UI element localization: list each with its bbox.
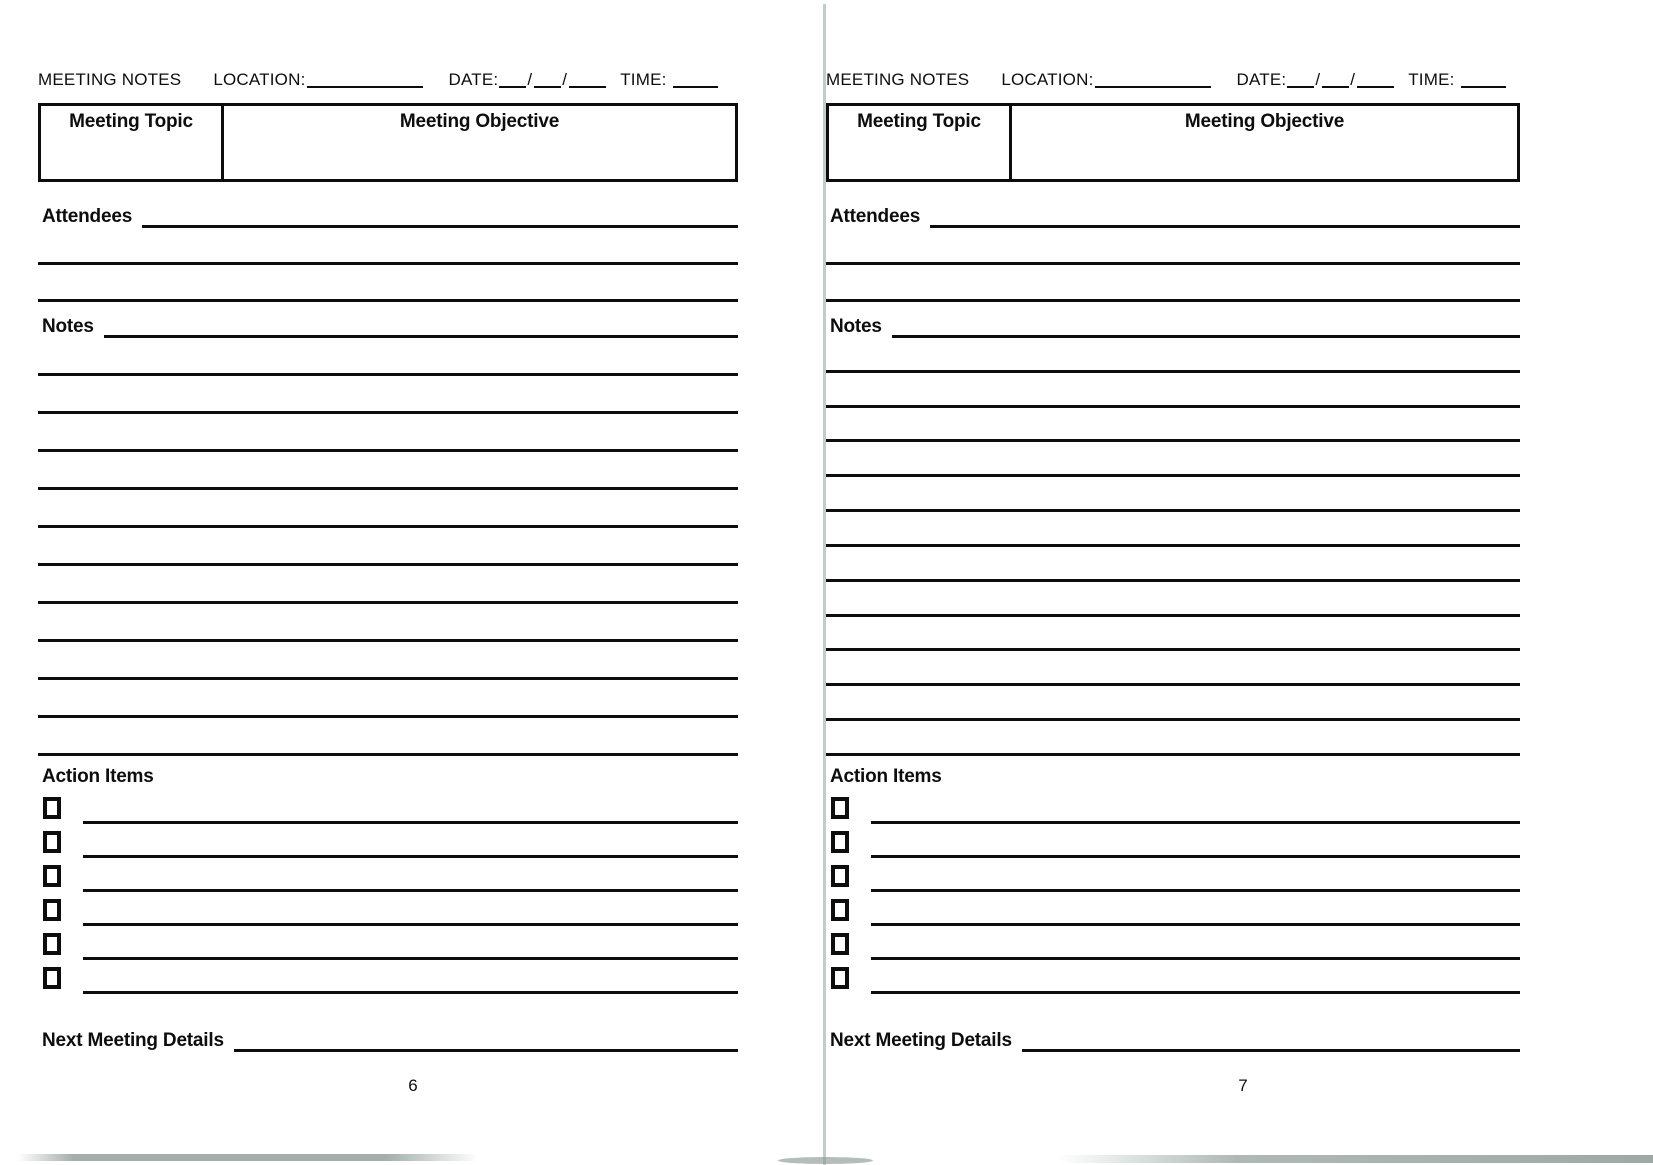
location-field [213,70,422,90]
action-item-row [826,790,1520,824]
page-number: 6 [408,1076,418,1095]
ruled-line [38,265,738,302]
ruled-line [38,680,738,718]
ruled-line [38,452,738,490]
action-item-row [826,858,1520,892]
ruled-line [826,442,1520,477]
action-item-blank-line [83,854,738,858]
ruled-line [826,686,1520,721]
ruled-line [38,642,738,680]
date-month-blank-line [499,84,526,88]
location-blank-line [307,84,423,88]
notes-ruled-lines [38,338,738,756]
meeting-topic-label: Meeting Topic [857,111,981,132]
date-label: DATE: [1236,70,1287,89]
action-item-row [38,960,738,994]
action-item-row [826,824,1520,858]
next-meeting-details-label: Next Meeting Details [830,1030,1012,1051]
attendees-label: Attendees [42,206,133,227]
date-day-blank-line [534,84,561,88]
checkbox-icon [831,967,849,989]
time-label: TIME: [620,70,667,89]
attendees-label: Attendees [830,206,921,227]
notes-label: Notes [830,316,882,337]
ruled-line [38,376,738,414]
ruled-line [38,338,738,376]
time-blank-line [1461,84,1506,88]
action-items-section-header [38,762,738,788]
checkbox-icon [831,865,849,887]
ruled-line [826,512,1520,547]
checkbox-icon [43,865,61,887]
action-item-row [38,790,738,824]
page-number: 7 [1238,1076,1248,1095]
checkbox-icon [831,933,849,955]
date-year-blank-line [1357,84,1394,88]
ruled-line [38,528,738,566]
ruled-line [826,373,1520,408]
action-item-blank-line [871,990,1520,994]
notes-label: Notes [42,316,94,337]
checkbox-icon [43,933,61,955]
ruled-line [826,265,1520,302]
meeting-objective-cell [1012,106,1517,179]
time-field [1408,70,1505,90]
date-field [449,70,607,90]
date-day-blank-line [1322,84,1349,88]
action-item-blank-line [871,922,1520,926]
meeting-topic-cell [829,106,1012,179]
date-month-blank-line [1287,84,1314,88]
next-meeting-details-label: Next Meeting Details [42,1030,224,1051]
action-item-blank-line [871,888,1520,892]
ruled-line [826,408,1520,443]
attendees-ruled-lines [38,228,738,302]
date-label: DATE: [448,70,499,89]
date-slash: / [1315,70,1321,89]
time-label: TIME: [1408,70,1455,89]
ruled-line [826,547,1520,582]
attendees-blank-line [142,224,738,228]
ruled-line [826,651,1520,686]
action-items-label: Action Items [42,766,154,787]
attendees-blank-line [930,224,1520,228]
attendees-section-header [38,204,738,228]
action-item-blank-line [871,956,1520,960]
ruled-line [826,617,1520,652]
action-item-blank-line [83,956,738,960]
date-slash: / [527,70,533,89]
action-item-row [38,892,738,926]
notes-section-header [38,314,738,338]
action-item-row [38,926,738,960]
ruled-line [38,490,738,528]
ruled-line [826,228,1520,265]
meeting-notes-page-right [826,0,1520,1165]
action-items-list [826,790,1520,994]
action-item-blank-line [871,820,1520,824]
next-meeting-blank-line [234,1048,738,1052]
ruled-line [38,414,738,452]
ruled-line [826,477,1520,512]
action-items-list [38,790,738,994]
ruled-line [38,228,738,265]
topic-objective-box [38,103,738,182]
checkbox-icon [831,797,849,819]
meeting-objective-label: Meeting Objective [1184,111,1345,132]
location-label: LOCATION: [1001,70,1094,89]
page-header [826,66,1520,90]
action-item-blank-line [871,854,1520,858]
ruled-line [826,721,1520,756]
action-item-row [38,858,738,892]
location-label: LOCATION: [213,70,306,89]
meeting-objective-cell [224,106,735,179]
page-title: MEETING NOTES [38,70,182,89]
notes-section-header [826,314,1520,338]
ruled-line [38,604,738,642]
action-items-section-header [826,762,1520,788]
checkbox-icon [43,899,61,921]
date-slash: / [1350,70,1356,89]
action-item-blank-line [83,990,738,994]
next-meeting-section-header [38,1024,738,1052]
checkbox-icon [43,831,61,853]
ruled-line [38,718,738,756]
checkbox-icon [43,967,61,989]
checkbox-icon [831,899,849,921]
action-item-row [826,960,1520,994]
attendees-ruled-lines [826,228,1520,302]
checkbox-icon [831,831,849,853]
location-blank-line [1095,84,1211,88]
meeting-topic-cell [41,106,224,179]
meeting-topic-label: Meeting Topic [69,111,193,132]
action-item-blank-line [83,888,738,892]
notes-ruled-lines [826,338,1520,756]
time-field [620,70,717,90]
location-field [1001,70,1210,90]
date-slash: / [562,70,568,89]
topic-objective-box [826,103,1520,182]
ruled-line [826,582,1520,617]
meeting-notes-page-left [38,0,738,1165]
date-field [1237,70,1395,90]
date-year-blank-line [569,84,606,88]
attendees-section-header [826,204,1520,228]
action-item-row [38,824,738,858]
page-header [38,66,738,90]
action-item-row [826,892,1520,926]
next-meeting-blank-line [1022,1048,1520,1052]
action-items-label: Action Items [830,766,942,787]
ruled-line [826,338,1520,373]
meeting-objective-label: Meeting Objective [399,111,560,132]
action-item-blank-line [83,922,738,926]
time-blank-line [673,84,718,88]
action-item-row [826,926,1520,960]
action-item-blank-line [83,820,738,824]
ruled-line [38,566,738,604]
checkbox-icon [43,797,61,819]
page-title: MEETING NOTES [826,70,970,89]
next-meeting-section-header [826,1024,1520,1052]
